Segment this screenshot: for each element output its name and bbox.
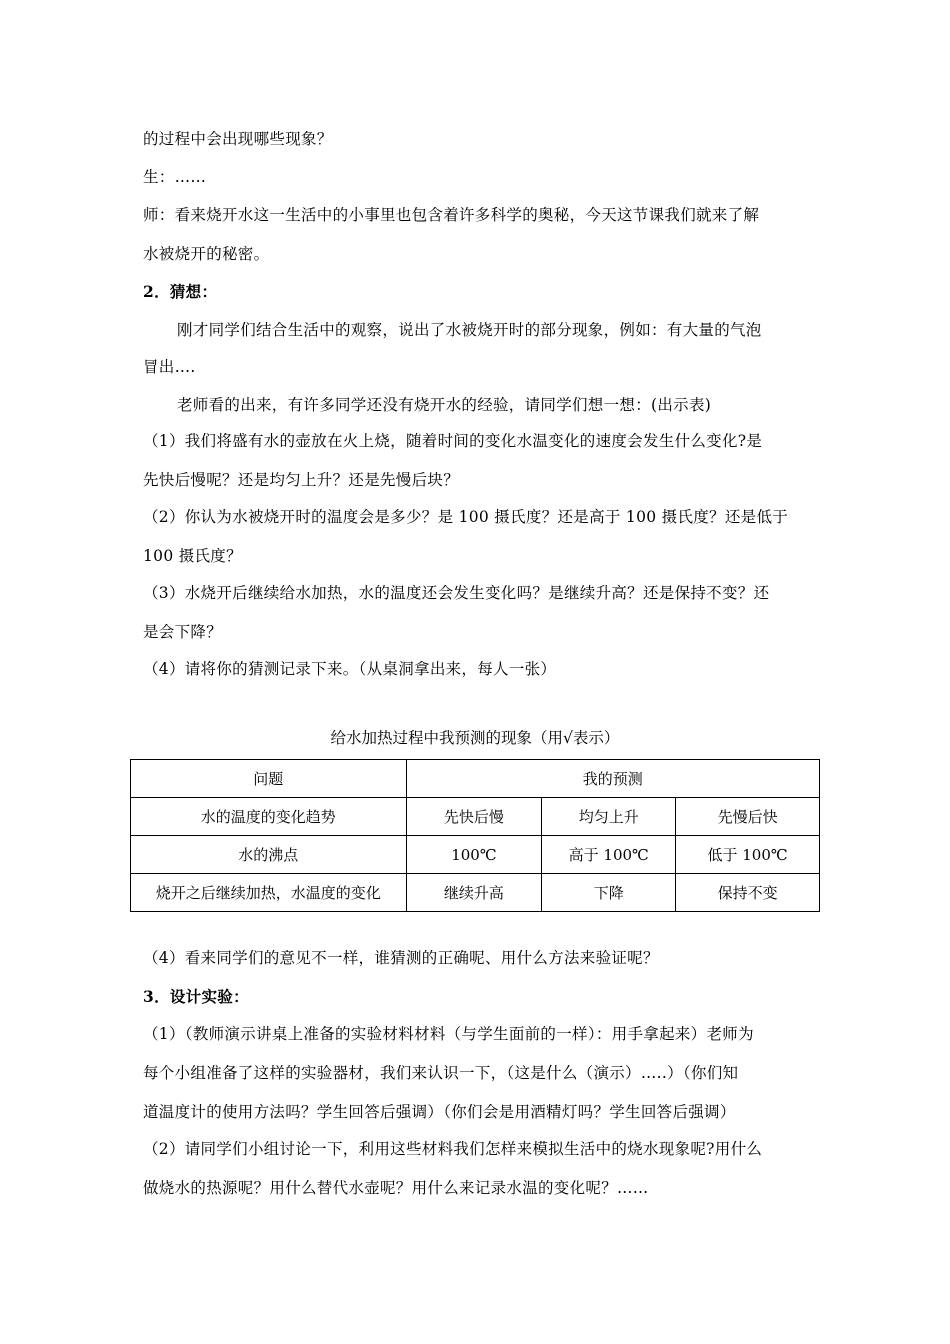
section-2-paragraph-2: 老师看的出来，有许多同学还没有烧开水的经验，请同学们想一想：(出示表) [177, 396, 712, 414]
question-4: （4）请将你的猜测记录下来。（从桌洞拿出来，每人一张） [143, 660, 557, 678]
table-header-row [131, 760, 820, 798]
section-3-paragraph-2b: 做烧水的热源呢？用什么替代水壶呢？用什么来记录水温的变化呢？…… [143, 1179, 649, 1197]
intro-line-4: 水被烧开的秘密。 [143, 245, 270, 263]
header-prediction: 我的预测 [406, 760, 819, 798]
section-3-paragraph-2a: （2）请同学们小组讨论一下，利用这些材料我们怎样来模拟生活中的烧水现象呢?用什么 [143, 1140, 763, 1158]
option-cell[interactable]: 100℃ [406, 836, 542, 874]
table-row [131, 798, 820, 836]
question-3a: （3）水烧开后继续给水加热，水的温度还会发生变化吗？是继续升高？还是保持不变？还 [143, 584, 770, 602]
prediction-table [130, 759, 820, 912]
table-row [131, 874, 820, 912]
option-cell[interactable]: 保持不变 [676, 874, 820, 912]
section-2-heading: 2．猜想： [143, 282, 218, 301]
table-caption: 给水加热过程中我预测的现象（用√表示） [330, 729, 620, 747]
question-1b: 先快后慢呢？还是均匀上升？还是先慢后块？ [143, 471, 460, 489]
row-question: 水的沸点 [131, 836, 407, 874]
option-cell[interactable]: 先慢后快 [676, 798, 820, 836]
option-cell[interactable]: 均匀上升 [542, 798, 676, 836]
option-cell[interactable]: 低于 100℃ [676, 836, 820, 874]
section-2-paragraph-1a: 刚才同学们结合生活中的观察，说出了水被烧开时的部分现象，例如：有大量的气泡 [177, 321, 762, 339]
header-question: 问题 [131, 760, 407, 798]
question-1a: （1）我们将盛有水的壶放在火上烧，随着时间的变化水温变化的速度会发生什么变化?是 [143, 432, 763, 450]
row-question: 水的温度的变化趋势 [131, 798, 407, 836]
section-3-paragraph-1b: 每个小组准备了这样的实验器材，我们来认识一下，（这是什么（演示）…..）（你们知 [143, 1064, 739, 1082]
section-3-paragraph-1a: （1）（教师演示讲桌上准备的实验材料材料（与学生面前的一样）：用手拿起来）老师为 [143, 1025, 754, 1043]
option-cell[interactable]: 先快后慢 [406, 798, 542, 836]
table-row [131, 836, 820, 874]
option-cell[interactable]: 下降 [542, 874, 676, 912]
section-3-paragraph-1c: 道温度计的使用方法吗？学生回答后强调）（你们会是用酒精灯吗？学生回答后强调） [143, 1103, 736, 1121]
intro-line-3: 师：看来烧开水这一生活中的小事里也包含着许多科学的奥秘，今天这节课我们就来了解 [143, 206, 760, 224]
question-3b: 是会下降？ [143, 623, 223, 641]
row-question: 烧开之后继续加热，水温度的变化 [131, 874, 407, 912]
after-table-text: （4）看来同学们的意见不一样，谁猜测的正确呢、用什么方法来验证呢？ [143, 949, 659, 967]
intro-line-1: 的过程中会出现哪些现象？ [143, 130, 333, 148]
option-cell[interactable]: 继续升高 [406, 874, 542, 912]
section-3-heading: 3．设计实验： [143, 987, 249, 1006]
section-2-paragraph-1b: 冒出…. [143, 358, 196, 376]
question-2a: （2）你认为水被烧开时的温度会是多少？是 100 摄氏度？还是高于 100 摄氏度？还是低于 [143, 508, 789, 526]
option-cell[interactable]: 高于 100℃ [542, 836, 676, 874]
intro-line-2: 生：…… [143, 168, 207, 186]
question-2b: 100 摄氏度？ [143, 547, 242, 565]
